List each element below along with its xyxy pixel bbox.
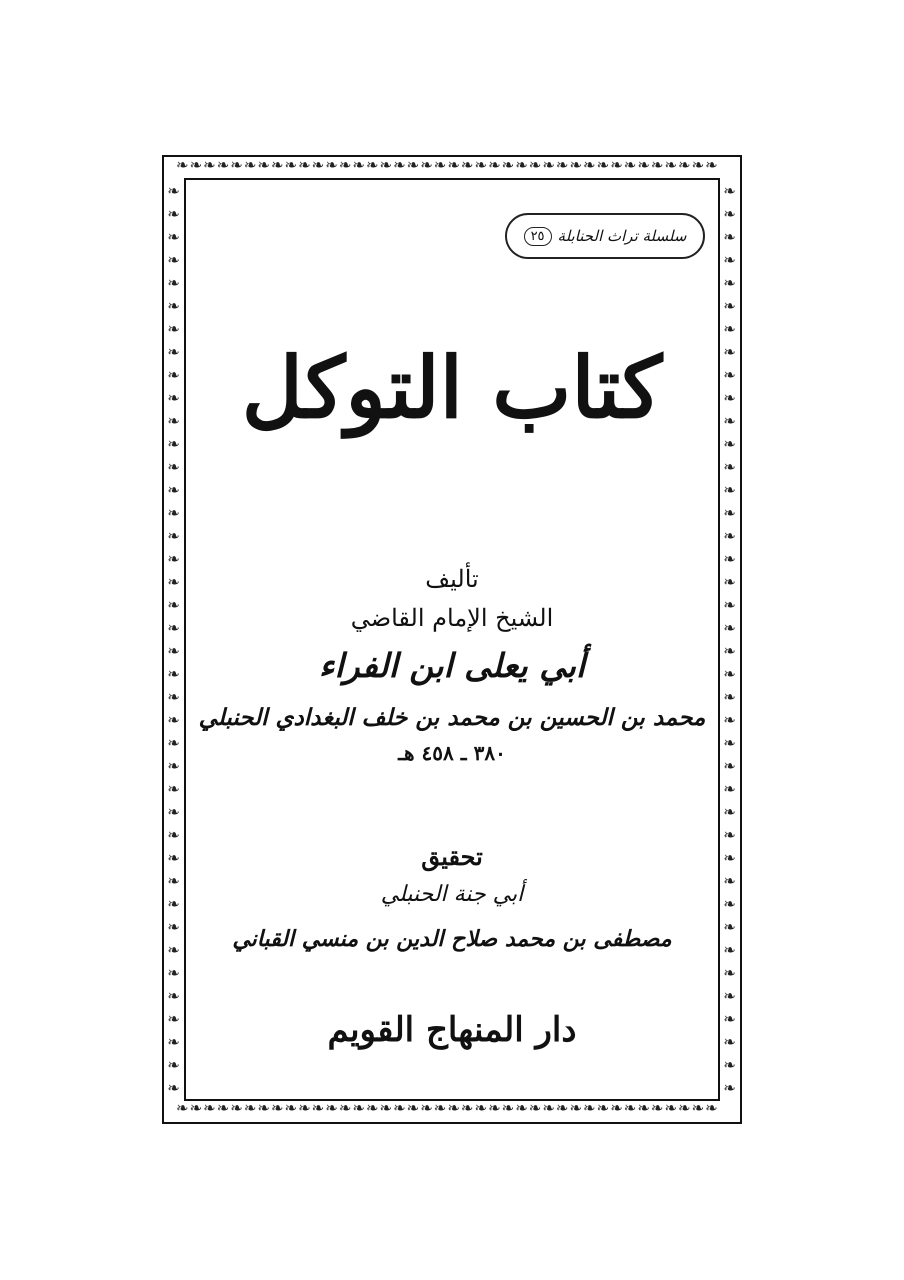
author-honorific: الشيخ الإمام القاضي [350, 604, 554, 632]
editor-label: تحقيق [421, 842, 483, 871]
author-name: أبي يعلى ابن الفراء [318, 646, 586, 685]
ornament-border-left: ❧❧❧❧❧❧❧❧❧❧❧❧❧❧❧❧❧❧❧❧❧❧❧❧❧❧❧❧❧❧❧❧❧❧❧❧❧❧❧❧ [167, 182, 181, 1097]
ornament-border-bottom: ❧❧❧❧❧❧❧❧❧❧❧❧❧❧❧❧❧❧❧❧❧❧❧❧❧❧❧❧❧❧❧❧❧❧❧❧❧❧❧❧ [176, 1101, 719, 1117]
inner-frame [184, 178, 720, 1101]
ornament-border-top: ❧❧❧❧❧❧❧❧❧❧❧❧❧❧❧❧❧❧❧❧❧❧❧❧❧❧❧❧❧❧❧❧❧❧❧❧❧❧❧❧ [176, 158, 719, 174]
editor-kunya: أبي جنة الحنبلي [380, 882, 524, 907]
book-title: كتاب التوكل [241, 338, 663, 437]
ornament-border-right: ❧❧❧❧❧❧❧❧❧❧❧❧❧❧❧❧❧❧❧❧❧❧❧❧❧❧❧❧❧❧❧❧❧❧❧❧❧❧❧❧ [723, 182, 737, 1097]
editor-full-name: مصطفى بن محمد صلاح الدين بن منسي القباني [232, 926, 672, 952]
series-label: سلسلة تراث الحنابلة [557, 227, 687, 245]
publisher-name: دار المنهاج القويم [327, 1010, 577, 1050]
series-badge [505, 213, 705, 259]
series-number: ٢٥ [524, 227, 552, 246]
author-dates: ٣٨٠ ـ ٤٥٨ هـ [398, 741, 506, 765]
author-by-label: تأليف [425, 565, 479, 593]
author-full-name: محمد بن الحسين بن محمد بن خلف البغدادي الحنبلي [198, 704, 706, 731]
